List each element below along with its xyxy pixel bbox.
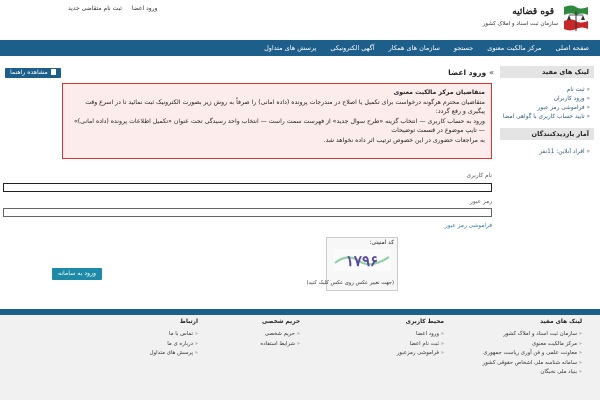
footer-link[interactable]: « معاونت علمی و فن آوری ریاست جمهوری [483, 349, 582, 359]
logo[interactable] [482, 3, 590, 35]
header [0, 0, 600, 40]
footer-link[interactable]: « فراموشی رمزعبور [397, 349, 444, 359]
book-icon [51, 69, 56, 75]
forgot-password-link[interactable]: فراموشی رمز عبور [444, 223, 492, 229]
stats-title: آمار بازدیدکنندگان [500, 128, 594, 140]
footer-contact [150, 319, 198, 359]
captcha-text: ۱۷۹۶ [345, 252, 379, 270]
footer [0, 315, 600, 400]
username-input[interactable] [3, 183, 492, 192]
footer-link[interactable]: « بنیاد ملی نخبگان [483, 368, 582, 378]
footer-link[interactable]: « پرسش های متداول [150, 349, 198, 359]
nav-faq[interactable]: پرسش های متداول [264, 44, 317, 52]
logo-subtitle: سازمان ثبت اسناد و املاک کشور [482, 21, 558, 27]
notice-line: ورود به حساب کاربری — انتخاب گزینه «طرح سوال جدید» از فهرست سمت راست — انتخاب واحد رسیدگی تحت عنوان «تکمیل اطلاعات پرونده (داده امانی)» — تایپ موضوع در قسمت توضیحات [73, 117, 485, 134]
notice-line: متقاضیان محترم هرگونه درخواست برای تکمیل یا اصلاح در مندرجات پرونده (داده امانی) را صرفاً به روش زیر بصورت الکترونیک ثبت نمائید تا در اسرع وقت پیگیری و رفع گردد: [85, 98, 485, 115]
footer-link[interactable]: « مرکز مالکیت معنوی [483, 340, 582, 350]
footer-link[interactable]: « سازمان ثبت اسناد و املاک کشور [483, 330, 582, 340]
submit-button[interactable]: ورود به سامانه [52, 268, 102, 280]
username-label: نام کاربری [466, 173, 492, 179]
main-nav [0, 40, 600, 56]
footer-link[interactable]: « حریم شخصی [260, 330, 300, 340]
password-input[interactable] [3, 208, 492, 217]
footer-link[interactable]: « شرایط استفاده [260, 340, 300, 350]
useful-links-title: لینک های مفید [500, 66, 594, 78]
footer-contact-title: ارتباط [179, 319, 198, 325]
footer-privacy-title: حریم شخصی [262, 319, 300, 325]
captcha-title: کد امنیتی: [369, 240, 394, 246]
page-title-text: ورود اعضا [448, 68, 487, 77]
top-links [60, 5, 157, 12]
captcha-image[interactable] [333, 249, 391, 271]
notice-heading: متقاضیان مرکز مالکیت معنوی [393, 89, 485, 96]
footer-useful-links [483, 319, 582, 378]
notice-box [62, 83, 492, 159]
footer-privacy [260, 319, 300, 349]
page-title [448, 68, 494, 77]
useful-links-list [500, 86, 594, 122]
sidebar-item-forgot-password[interactable]: « فراموشی رمز عبور [500, 104, 590, 113]
footer-user-area-title: محیط کاربری [405, 319, 444, 325]
stats-list [500, 148, 594, 157]
captcha-box [306, 237, 398, 291]
footer-link[interactable]: « ورود اعضا [397, 330, 444, 340]
login-top-link[interactable]: ورود اعضا [131, 5, 158, 12]
right-sidebar [500, 66, 594, 163]
nav-home[interactable]: صفحه اصلی [555, 44, 589, 52]
notice-line: به مراجعات حضوری در این خصوص ترتیب اثر داده نخواهد شد. [323, 136, 485, 144]
register-top-link[interactable]: ثبت نام متقاضی جدید [68, 5, 122, 12]
nav-ip-center[interactable]: مرکز مالکیت معنوی [487, 44, 542, 52]
password-label: رمز عبور [470, 199, 492, 205]
footer-link[interactable]: « تماس با ما [150, 330, 198, 340]
double-chevron-icon: » [489, 68, 494, 77]
captcha-hint: (جهت تغییر عکس روی عکس کلیک کنید) [306, 280, 394, 286]
sidebar-item-login[interactable]: « ورود کاربران [500, 95, 590, 104]
online-users: « افراد آنلاین: 11نفر [500, 148, 590, 157]
guide-button[interactable] [5, 68, 61, 78]
sidebar-item-register[interactable]: « ثبت نام [500, 86, 590, 95]
footer-useful-links-title: لینک های مفید [540, 319, 582, 325]
sidebar-item-verify-account[interactable]: « تایید حساب کاربری با گواهی امضا [500, 113, 590, 122]
nav-partner-orgs[interactable]: سازمان های همکار [388, 44, 440, 52]
nav-search[interactable]: جستجو [453, 44, 474, 52]
footer-link[interactable]: « درباره ی ما [150, 340, 198, 350]
flag-scales-icon [562, 3, 590, 35]
captcha-graphic [333, 249, 391, 271]
guide-button-label: مشاهده راهنما [10, 69, 48, 76]
nav-e-ads[interactable]: آگهی الکترونیکی [330, 44, 375, 52]
footer-link[interactable]: « ثبت نام اعضا [397, 340, 444, 350]
logo-title: قوه قضائیه [512, 7, 554, 17]
footer-link[interactable]: « سامانه شناسه ملی اشخاص حقوقی کشور [483, 359, 582, 369]
footer-user-area [397, 319, 444, 359]
